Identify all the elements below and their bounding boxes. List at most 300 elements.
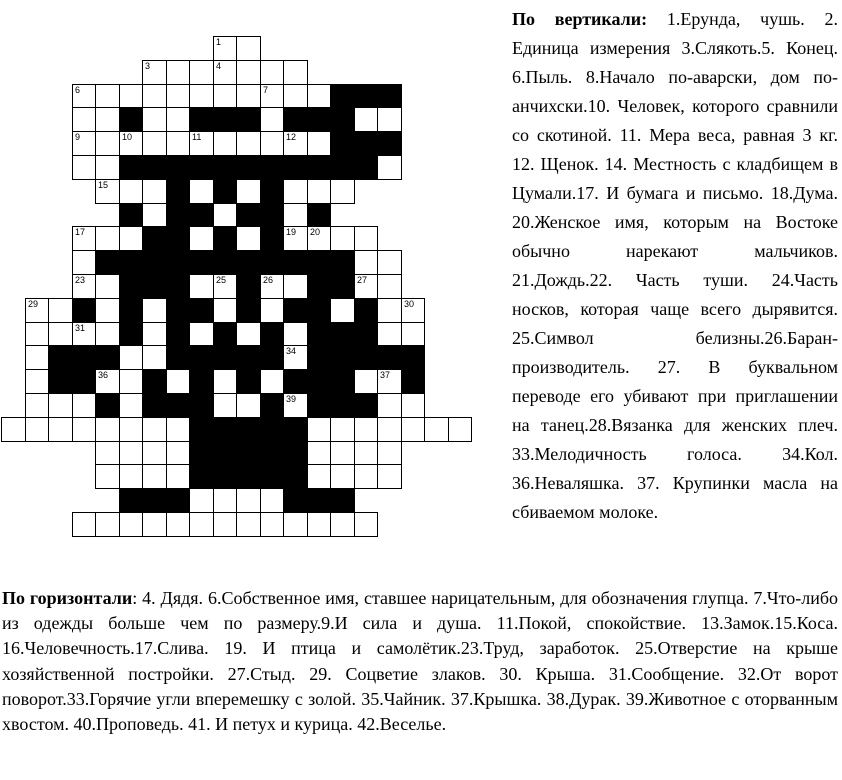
black-cell (213, 226, 237, 251)
grid-cell[interactable] (119, 417, 143, 442)
grid-cell[interactable] (213, 488, 237, 513)
black-cell (283, 369, 308, 394)
black-cell (283, 107, 308, 132)
black-cell (330, 107, 355, 132)
grid-cell[interactable] (95, 107, 120, 132)
grid-cell[interactable] (25, 417, 49, 442)
grid-cell[interactable] (354, 250, 378, 275)
black-cell (283, 464, 308, 489)
grid-cell[interactable] (307, 512, 331, 537)
black-cell (330, 274, 355, 299)
clue-number: 10 (122, 132, 133, 142)
grid-cell[interactable] (25, 322, 49, 346)
black-cell (401, 369, 425, 394)
black-cell (119, 155, 143, 180)
grid-cell[interactable] (142, 298, 167, 323)
grid-cell[interactable] (354, 274, 378, 299)
black-cell (260, 250, 284, 275)
grid-cell[interactable] (142, 107, 167, 132)
clue-number: 33 (192, 346, 203, 356)
black-cell (236, 250, 261, 275)
black-cell (307, 393, 331, 418)
grid-cell[interactable] (401, 298, 425, 323)
grid-cell[interactable] (260, 274, 284, 299)
black-cell (377, 84, 402, 108)
grid-cell[interactable] (330, 179, 355, 204)
grid-cell[interactable] (72, 226, 96, 251)
grid-cell[interactable] (166, 417, 190, 442)
black-cell (330, 488, 355, 513)
grid-cell[interactable] (95, 464, 120, 489)
black-cell (307, 322, 331, 346)
black-cell (283, 155, 308, 180)
grid-cell[interactable] (166, 369, 190, 394)
grid-cell[interactable] (377, 298, 402, 323)
black-cell (189, 155, 214, 180)
black-cell (72, 345, 96, 370)
grid-cell[interactable] (377, 417, 402, 442)
grid-cell[interactable] (283, 179, 308, 204)
grid-cell[interactable] (401, 393, 425, 418)
black-cell (142, 488, 167, 513)
grid-cell[interactable] (189, 60, 214, 85)
grid-cell[interactable] (283, 84, 308, 108)
black-cell (48, 345, 73, 370)
black-cell (213, 155, 237, 180)
grid-cell[interactable] (119, 131, 143, 156)
black-cell (330, 345, 355, 370)
grid-cell[interactable] (119, 179, 143, 204)
grid-cell[interactable] (330, 512, 355, 537)
grid-cell[interactable] (48, 417, 73, 442)
grid-cell[interactable] (142, 179, 167, 204)
grid-cell[interactable] (95, 369, 120, 394)
black-cell (213, 107, 237, 132)
grid-cell[interactable] (142, 441, 167, 465)
black-cell (213, 322, 237, 346)
grid-cell[interactable] (213, 203, 237, 227)
grid-cell[interactable] (142, 512, 167, 537)
grid-cell[interactable] (189, 226, 214, 251)
clue-number: 29 (28, 299, 39, 309)
grid-cell[interactable] (307, 84, 331, 108)
black-cell (166, 274, 190, 299)
grid-cell[interactable] (25, 298, 49, 323)
black-cell (166, 203, 190, 227)
black-cell (283, 488, 308, 513)
black-cell (189, 345, 214, 370)
grid-cell[interactable] (119, 512, 143, 537)
grid-cell[interactable] (48, 322, 73, 346)
grid-cell[interactable] (119, 464, 143, 489)
grid-cell[interactable] (401, 322, 425, 346)
grid-cell[interactable] (213, 131, 237, 156)
grid-cell[interactable] (119, 441, 143, 465)
black-cell (330, 322, 355, 346)
grid-cell[interactable] (213, 369, 237, 394)
grid-cell[interactable] (95, 155, 120, 180)
black-cell (236, 203, 261, 227)
grid-cell[interactable] (236, 488, 261, 513)
grid-cell[interactable] (189, 274, 214, 299)
grid-cell[interactable] (72, 417, 96, 442)
grid-cell[interactable] (448, 417, 472, 442)
grid-cell[interactable] (213, 393, 237, 418)
clue-number: 19 (286, 227, 297, 237)
grid-cell[interactable] (72, 393, 96, 418)
grid-cell[interactable] (354, 107, 378, 132)
black-cell (189, 369, 214, 394)
clue-number: 20 (310, 227, 321, 237)
grid-cell[interactable] (307, 464, 331, 489)
grid-cell[interactable] (25, 369, 49, 394)
grid-cell[interactable] (354, 417, 378, 442)
grid-cell[interactable] (307, 226, 331, 251)
grid-cell[interactable] (142, 345, 167, 370)
grid-cell[interactable] (236, 179, 261, 204)
black-cell (283, 250, 308, 275)
black-cell (48, 369, 73, 394)
grid-cell[interactable] (166, 512, 190, 537)
black-cell (330, 250, 355, 275)
black-cell (213, 441, 237, 465)
grid-cell[interactable] (283, 226, 308, 251)
grid-cell[interactable] (330, 464, 355, 489)
black-cell (119, 250, 143, 275)
grid-cell[interactable] (260, 84, 284, 108)
clue-number: 9 (75, 132, 81, 142)
black-cell (354, 155, 378, 180)
grid-cell[interactable] (142, 322, 167, 346)
black-cell (354, 345, 378, 370)
grid-cell[interactable] (424, 417, 449, 442)
grid-cell[interactable] (236, 131, 261, 156)
grid-cell[interactable] (377, 322, 402, 346)
black-cell (142, 393, 167, 418)
black-cell (119, 488, 143, 513)
grid-cell[interactable] (283, 274, 308, 299)
clue-number: 32 (333, 323, 344, 333)
black-cell (354, 393, 378, 418)
black-cell (72, 298, 96, 323)
black-cell (307, 274, 331, 299)
black-cell (119, 107, 143, 132)
grid-cell[interactable] (95, 179, 120, 204)
grid-cell[interactable] (95, 298, 120, 323)
grid-cell[interactable] (236, 512, 261, 537)
grid-cell[interactable] (307, 441, 331, 465)
clue-number: 25 (216, 275, 227, 285)
grid-cell[interactable] (283, 345, 308, 370)
grid-cell[interactable] (72, 131, 96, 156)
black-cell (72, 369, 96, 394)
grid-cell[interactable] (213, 298, 237, 323)
black-cell (377, 345, 402, 370)
grid-cell[interactable] (166, 107, 190, 132)
black-cell (213, 464, 237, 489)
grid-cell[interactable] (72, 84, 96, 108)
vertical-clues-text: 1.Ерунда, чушь. 2. Единица измерения 3.Слякоть.5. Конец. 6.Пыль. 8.Начало по-аварски, дом по-анчихски.10. Человек, которого сравнили со скотиной. 11. Мера веса, равная 3 кг. 12. Щенок. 14. Местность с кладбищем в Цумали.17. И бумага и письмо. 18.Дума. 20.Женское имя, которым на Востоке обычно нарекают мальчиков. 21.Дождь.22. Часть туши. 24.Часть носков, которая чаще всего дырявится. 25.Символ белизны.26.Баран-производитель. 27. В буквальном переводе его убивают при приглашении на танец.28.Вязанка для женских плеч. 33.Мелодичность голоса. 34.Кол. 36.Неваляшка. 37. Крупинки масла на сбиваемом молоке. (512, 9, 838, 522)
black-cell (236, 107, 261, 132)
grid-cell[interactable] (260, 512, 284, 537)
grid-cell[interactable] (142, 131, 167, 156)
grid-cell[interactable] (95, 226, 120, 251)
grid-cell[interactable] (72, 274, 96, 299)
black-cell (260, 179, 284, 204)
black-cell (166, 250, 190, 275)
black-cell (119, 298, 143, 323)
grid-cell[interactable] (236, 60, 261, 85)
black-cell (213, 417, 237, 442)
black-cell (307, 345, 331, 370)
clue-number: 42 (286, 442, 297, 452)
black-cell (236, 464, 261, 489)
black-cell (189, 417, 214, 442)
black-cell (330, 131, 355, 156)
crossword-grid (0, 0, 500, 520)
grid-cell[interactable] (377, 369, 402, 394)
grid-cell[interactable] (260, 369, 284, 394)
grid-cell[interactable] (236, 393, 261, 418)
grid-cell[interactable] (48, 298, 73, 323)
black-cell (189, 464, 214, 489)
black-cell (283, 298, 308, 323)
grid-cell[interactable] (260, 131, 284, 156)
grid-cell[interactable] (95, 441, 120, 465)
grid-cell[interactable] (283, 393, 308, 418)
black-cell (236, 298, 261, 323)
grid-cell[interactable] (189, 512, 214, 537)
black-cell (307, 488, 331, 513)
black-cell (401, 345, 425, 370)
grid-cell[interactable] (377, 250, 402, 275)
grid-cell[interactable] (95, 274, 120, 299)
black-cell (260, 393, 284, 418)
grid-cell[interactable] (354, 512, 378, 537)
black-cell (119, 274, 143, 299)
grid-cell[interactable] (95, 417, 120, 442)
grid-cell[interactable] (166, 131, 190, 156)
grid-cell[interactable] (377, 107, 402, 132)
grid-cell[interactable] (377, 393, 402, 418)
grid-cell[interactable] (213, 60, 237, 85)
clue-number: 14 (357, 132, 368, 142)
grid-cell[interactable] (166, 60, 190, 85)
clue-number: 27 (357, 275, 368, 285)
grid-cell[interactable] (189, 488, 214, 513)
grid-cell[interactable] (95, 512, 120, 537)
grid-cell[interactable] (119, 345, 143, 370)
black-cell (142, 274, 167, 299)
grid-cell[interactable] (72, 322, 96, 346)
black-cell (330, 155, 355, 180)
black-cell (260, 345, 284, 370)
black-cell (330, 84, 355, 108)
clue-number: 34 (286, 346, 297, 356)
grid-cell[interactable] (260, 298, 284, 323)
grid-cell[interactable] (95, 84, 120, 108)
grid-cell[interactable] (213, 36, 237, 61)
black-cell (166, 155, 190, 180)
black-cell (189, 107, 214, 132)
grid-cell[interactable] (142, 203, 167, 227)
grid-cell[interactable] (1, 417, 26, 442)
grid-cell[interactable] (72, 512, 96, 537)
clue-number: 38 (98, 394, 109, 404)
black-cell (377, 131, 402, 156)
clue-number: 11 (192, 132, 202, 142)
black-cell (236, 417, 261, 442)
black-cell (236, 274, 261, 299)
black-cell (260, 322, 284, 346)
grid-cell[interactable] (213, 512, 237, 537)
grid-cell[interactable] (236, 226, 261, 251)
black-cell (354, 322, 378, 346)
black-cell (166, 345, 190, 370)
clue-number: 7 (263, 85, 269, 95)
black-cell (189, 441, 214, 465)
grid-cell[interactable] (189, 179, 214, 204)
black-cell (307, 107, 331, 132)
grid-cell[interactable] (236, 36, 261, 61)
clue-number: 17 (75, 227, 86, 237)
grid-cell[interactable] (119, 226, 143, 251)
grid-cell[interactable] (377, 274, 402, 299)
grid-cell[interactable] (354, 369, 378, 394)
grid-cell[interactable] (236, 84, 261, 108)
black-cell (142, 155, 167, 180)
grid-cell[interactable] (354, 441, 378, 465)
grid-cell[interactable] (166, 441, 190, 465)
grid-cell[interactable] (25, 393, 49, 418)
black-cell (166, 393, 190, 418)
black-cell (260, 441, 284, 465)
grid-cell[interactable] (283, 512, 308, 537)
grid-cell[interactable] (25, 345, 49, 370)
grid-cell[interactable] (213, 274, 237, 299)
black-cell (283, 441, 308, 465)
grid-cell[interactable] (95, 322, 120, 346)
grid-cell[interactable] (354, 464, 378, 489)
grid-cell[interactable] (401, 417, 425, 442)
black-cell (330, 393, 355, 418)
grid-cell[interactable] (236, 322, 261, 346)
black-cell (236, 345, 261, 370)
grid-cell[interactable] (48, 393, 73, 418)
black-cell (236, 155, 261, 180)
black-cell (236, 369, 261, 394)
black-cell (260, 226, 284, 251)
grid-cell[interactable] (354, 226, 378, 251)
grid-cell[interactable] (377, 155, 402, 180)
grid-cell[interactable] (330, 417, 355, 442)
clue-number: 18 (169, 227, 180, 237)
grid-cell[interactable] (142, 417, 167, 442)
clue-number: 37 (380, 370, 391, 380)
clue-number: 15 (98, 180, 109, 190)
grid-cell[interactable] (72, 250, 96, 275)
clue-number: 12 (286, 132, 297, 142)
grid-cell[interactable] (330, 298, 355, 323)
black-cell (166, 226, 190, 251)
grid-cell[interactable] (166, 464, 190, 489)
black-cell (213, 345, 237, 370)
grid-cell[interactable] (330, 226, 355, 251)
clue-number: 13 (333, 132, 344, 142)
grid-cell[interactable] (142, 60, 167, 85)
black-cell (166, 488, 190, 513)
horizontal-clues-text: : 4. Дядя. 6.Собственное имя, ставшее нарицательным, для обозначения глупца. 7.Что-либо из одежды больше чем по размеру.9.И сила и душа. 11.Покой, спокойствие. 13.Замок.15.Коса. 16.Человечность.17.Слива. 19. И птица и самолётик.23.Труд, заработок. 25.Отверстие на крыше хозяйственной постройки. 27.Стыд. 29. Соцветие злаков. 30. Крыша. 31.Сообщение. 32.От ворот поворот.33.Горячие угли вперемешку с золой. 35.Чайник. 37.Крышка. 38.Дурак. 39.Животное с оторванным хвостом. 40.Проповедь. 41. И петух и курица. 42.Веселье. (2, 588, 838, 735)
grid-cell[interactable] (260, 107, 284, 132)
black-cell (307, 369, 331, 394)
grid-cell[interactable] (307, 131, 331, 156)
grid-cell[interactable] (330, 441, 355, 465)
grid-cell[interactable] (377, 464, 402, 489)
clue-number: 24 (122, 275, 133, 285)
black-cell (236, 441, 261, 465)
grid-cell[interactable] (142, 84, 167, 108)
grid-cell[interactable] (189, 131, 214, 156)
black-cell (142, 226, 167, 251)
grid-cell[interactable] (377, 441, 402, 465)
grid-cell[interactable] (283, 203, 308, 227)
grid-cell[interactable] (213, 84, 237, 108)
grid-cell[interactable] (260, 488, 284, 513)
grid-cell[interactable] (307, 417, 331, 442)
black-cell (189, 393, 214, 418)
black-cell (95, 250, 120, 275)
horizontal-clues (2, 586, 838, 737)
grid-cell[interactable] (72, 107, 96, 132)
grid-cell[interactable] (95, 131, 120, 156)
clue-number: 16 (263, 180, 274, 190)
grid-cell[interactable] (189, 84, 214, 108)
clue-number: 6 (75, 85, 81, 95)
clue-number: 26 (263, 275, 274, 285)
grid-cell[interactable] (260, 60, 284, 85)
black-cell (354, 298, 378, 323)
black-cell (260, 417, 284, 442)
black-cell (119, 203, 143, 227)
black-cell (260, 155, 284, 180)
black-cell (330, 369, 355, 394)
clue-number: 1 (216, 37, 222, 47)
grid-cell[interactable] (189, 322, 214, 346)
grid-cell[interactable] (283, 131, 308, 156)
black-cell (189, 250, 214, 275)
grid-cell[interactable] (166, 84, 190, 108)
vertical-clues (512, 5, 838, 527)
grid-cell[interactable] (119, 369, 143, 394)
black-cell (189, 298, 214, 323)
black-cell (119, 322, 143, 346)
grid-cell[interactable] (119, 84, 143, 108)
black-cell (166, 179, 190, 204)
grid-cell[interactable] (283, 322, 308, 346)
clue-number: 40 (192, 418, 203, 428)
black-cell (142, 369, 167, 394)
black-cell (213, 250, 237, 275)
black-cell (213, 179, 237, 204)
grid-cell[interactable] (119, 393, 143, 418)
grid-cell[interactable] (307, 179, 331, 204)
grid-cell[interactable] (142, 464, 167, 489)
grid-cell[interactable] (283, 60, 308, 85)
black-cell (307, 298, 331, 323)
clue-number: 3 (145, 61, 151, 71)
grid-cell[interactable] (72, 155, 96, 180)
clue-number: 36 (98, 370, 109, 380)
